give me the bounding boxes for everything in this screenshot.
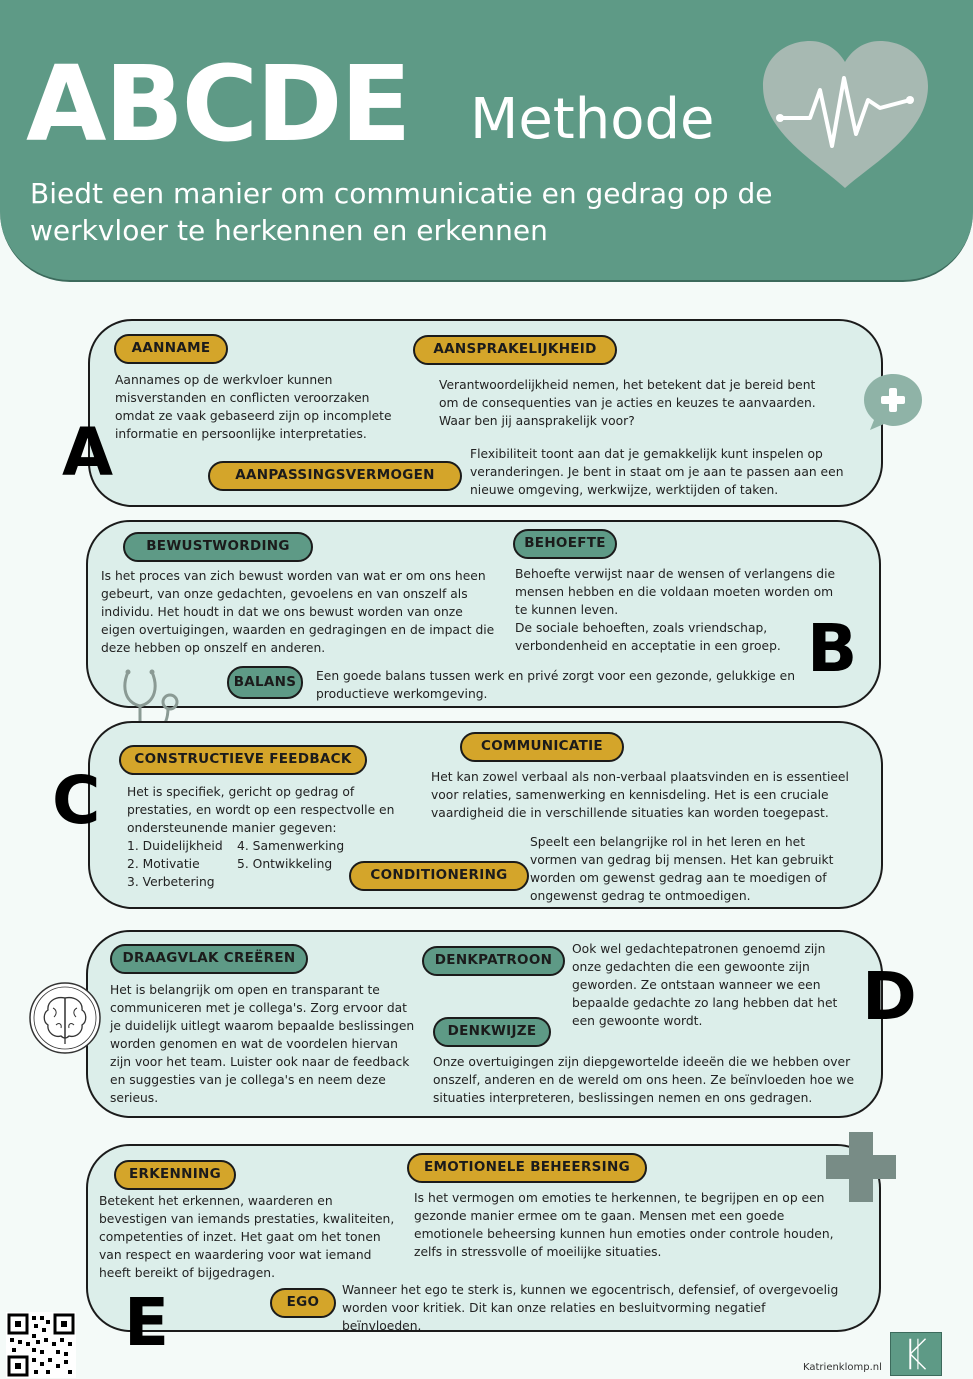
text-communicatie: Het kan zowel verbaal als non-verbaal plaatsvinden en is essentieel voor relaties, samenwerking en kennisdeling. Het is een cruciale vaardigheid die in verschillende situaties kan worden toegepast. <box>431 770 849 820</box>
text-aanname: Aannames op de werkvloer kunnen misverstanden en conflicten veroorzaken omdat ze vaak gebaseerd zijn op incomplete informatie en persoonlijke interpretaties. <box>115 373 392 441</box>
tag-communicatie: COMMUNICATIE <box>460 732 624 762</box>
section-letter-e: E <box>124 1284 170 1361</box>
text-draagvlak-creeren: Het is belangrijk om open en transparant te communiceren met je collega's. Zorg ervoor dat je duidelijk uitlegt waarom bepaalde beslissingen worden genomen en wat de voordelen hiervan zijn voor het team. Luister ook naar de feedback en suggesties van je collega's en neem deze serieus. <box>110 983 415 1105</box>
tag-aanpassingsvermogen: AANPASSINGSVERMOGEN <box>208 461 462 491</box>
tag-bewustwording: BEWUSTWORDING <box>123 532 313 562</box>
medical-cross-icon <box>826 1132 896 1202</box>
page-title: ABCDE <box>26 43 410 165</box>
tag-balans: BALANS <box>227 666 303 699</box>
tag-erkenning: ERKENNING <box>114 1160 236 1190</box>
text-erkenning: Betekent het erkennen, waarderen en bevestigen van iemands prestaties, kwaliteiten, competenties of inzet. Het gaat om het tonen van respect en waardering voor wat iemand heeft bereikt of bijgedragen. <box>99 1194 395 1280</box>
text-behoefte-2: De sociale behoeften, zoals vriendschap, verbondenheid en acceptatie in een groep. <box>515 621 781 653</box>
feedback-list-item: 5. Ontwikkeling <box>237 857 333 871</box>
page-subtitle: Biedt een manier om communicatie en gedrag op de werkvloer te herkennen en erkennen <box>30 177 773 247</box>
header-banner <box>0 0 973 282</box>
brain-icon <box>27 980 103 1056</box>
chat-plus-icon <box>860 370 926 432</box>
text-ego: Wanneer het ego te sterk is, kunnen we egocentrisch, defensief, of overgevoelig worden voor kritiek. Dit kan onze relaties en besluitvorming negatief beïnvloeden. <box>342 1283 839 1333</box>
text-emotionele-beheersing: Is het vermogen om emoties te herkennen, te begrijpen en op een gezonde manier ermee om te gaan. Mensen met een goede emotionele beheersing kunnen hun emoties onder controle houden, zelfs in stressvolle of moeilijke situaties. <box>414 1191 834 1259</box>
footer-website[interactable]: Katrienklomp.nl <box>803 1362 882 1373</box>
qr-code-icon <box>6 1312 76 1378</box>
tag-behoefte: BEHOEFTE <box>513 529 617 559</box>
section-letter-b: B <box>807 610 858 687</box>
section-letter-c: C <box>52 762 101 839</box>
feedback-list-item: 4. Samenwerking <box>237 839 345 853</box>
tag-draagvlak-creeren: DRAAGVLAK CREËREN <box>110 944 308 974</box>
feedback-list-col1 <box>127 837 237 891</box>
text-behoefte-1: Behoefte verwijst naar de wensen of verlangens die mensen hebben en die voldaan moeten worden om te kunnen leven. <box>515 567 836 617</box>
text-denkpatroon: Ook wel gedachtepatronen genoemd zijn onze gedachten die een gewoonte zijn geworden. Ze ontstaan wanneer we een bepaalde gedachte zo lang hebben dat het een gewoonte wordt. <box>572 942 838 1028</box>
text-denkwijze: Onze overtuigingen zijn diepgewortelde ideeën die we hebben over onszelf, anderen en de wereld om ons heen. Ze beïnvloeden hoe we situaties interpreteren, beslissingen nemen en ons gedragen. <box>433 1055 855 1105</box>
section-letter-d: D <box>862 958 917 1035</box>
feedback-list-col2 <box>237 837 357 873</box>
heartbeat-icon <box>758 38 933 190</box>
text-balans: Een goede balans tussen werk en privé zorgt voor een gezonde, gelukkige en productieve werkomgeving. <box>316 669 796 701</box>
tag-denkwijze: DENKWIJZE <box>433 1017 551 1047</box>
logo-icon <box>890 1332 942 1376</box>
feedback-list-item: 3. Verbetering <box>127 875 215 889</box>
tag-denkpatroon: DENKPATROON <box>422 946 565 976</box>
feedback-list-item: 1. Duidelijkheid <box>127 839 223 853</box>
tag-aanname: AANNAME <box>114 334 228 364</box>
section-letter-a: A <box>62 414 114 491</box>
tag-ego: EGO <box>270 1288 336 1318</box>
text-aansprakelijkheid: Verantwoordelijkheid nemen, het betekent dat je bereid bent om de consequenties van je acties en keuzes te aanvaarden. Waar ben jij aansprakelijk voor? <box>439 378 816 428</box>
tag-aansprakelijkheid: AANSPRAKELIJKHEID <box>413 335 617 365</box>
tag-conditionering: CONDITIONERING <box>349 861 529 891</box>
text-aanpassingsvermogen: Flexibiliteit toont aan dat je gemakkelijk kunt inspelen op veranderingen. Je bent in staat om je aan te passen aan een nieuwe omgeving, werkwijze, werktijden of taken. <box>470 447 844 497</box>
tag-emotionele-beheersing: EMOTIONELE BEHEERSING <box>407 1153 647 1183</box>
text-constructieve-feedback: Het is specifiek, gericht op gedrag of prestaties, en wordt op een respectvolle en ondersteunende manier gegeven: <box>127 785 395 835</box>
text-conditionering: Speelt een belangrijke rol in het leren en het vormen van gedrag bij mensen. Het kan gebruikt worden om gewenst gedrag aan te moedigen of ongewenst gedrag te ontmoedigen. <box>530 835 834 903</box>
page-title-sub: Methode <box>470 87 715 152</box>
text-bewustwording: Is het proces van zich bewust worden van wat er om ons heen gebeurt, van onze gedachten, gevoelens en van onszelf als individu. Het houdt in dat we ons bewust worden van onze eigen overtuigingen, waarden en gedragingen en de impact die deze hebben op onszelf en anderen. <box>101 569 495 655</box>
tag-constructieve-feedback: CONSTRUCTIEVE FEEDBACK <box>119 745 367 775</box>
feedback-list-item: 2. Motivatie <box>127 857 200 871</box>
